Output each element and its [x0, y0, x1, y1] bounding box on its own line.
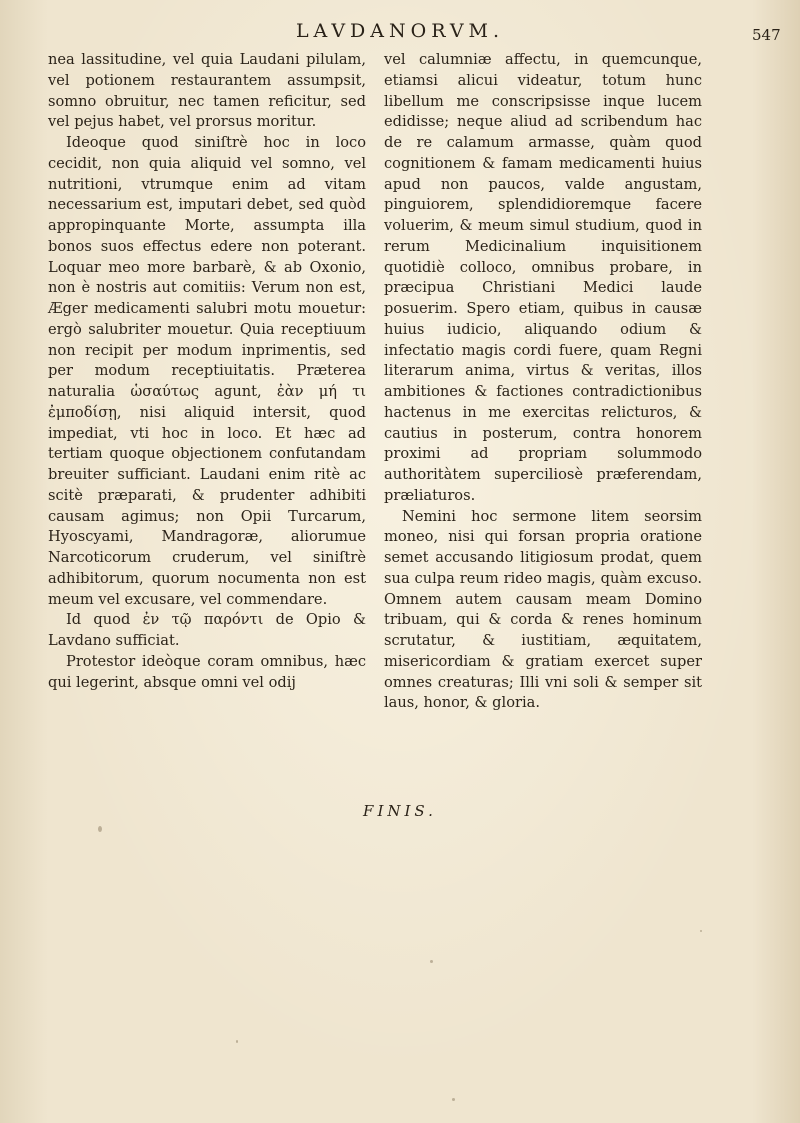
- paper-speck: [430, 960, 433, 963]
- paper-speck: [236, 1040, 238, 1043]
- paper-speck: [452, 1098, 455, 1101]
- right-column: [384, 50, 702, 714]
- paragraph: Protestor ideòque coram omnibus, hæc qui legerint, absque omni vel odij: [48, 652, 366, 691]
- left-column: [48, 50, 366, 693]
- paper-speck: [700, 930, 702, 932]
- page-number: 547: [752, 26, 781, 44]
- finis-colophon: FINIS.: [363, 802, 437, 820]
- paragraph: vel calumniæ affectu, in quemcunque, etiamsi alicui videatur, totum hunc libellum me conscripsisse inque lucem edidisse; neque aliud ad scribendum hac de re calamum armasse, quàm quod cognitionem & famam medicamenti huius apud non paucos, valde angustam, pinguiorem, splendidioremque facere voluerim, & meum simul studium, quod in rerum Medicinalium inquisitionem quotidiè colloco, omnibus probare, in præcipua Christiani Medici laude posuerim. Spero etiam, quibus in causæ huius iudicio, aliquando odium & infectatio magis cordi fuere, quam Regni literarum anima, virtus & veritas, illos ambitiones & factiones contradictionibus hactenus in me exercitas relicturos, & cautius in posterum, contra honorem proximi ad propriam solummodo authoritàtem superciliosè præferendam, præliaturos.: [384, 51, 702, 504]
- paper-speck: [98, 826, 102, 832]
- running-head: LAVDANORVM.: [295, 20, 505, 42]
- paragraph: Nemini hoc sermone litem seorsim moneo, nisi qui forsan propria oratione semet accusando litigiosum prodat, quem sua culpa reum rideo magis, quàm excuso. Omnem autem causam meam Domino tribuam, qui & corda & renes hominum scrutatur, & iustitiam, æquitatem, misericordiam & gratiam exercet super omnes creaturas; Illi vni soli & semper sit laus, honor, & gloria.: [384, 507, 702, 712]
- paragraph: Ideoque quod siniſtrè hoc in loco cecidit, non quia aliquid vel somno, vel nutritioni, vtrumque enim ad vitam necessarium est, imputari debet, sed quòd appropinquante Morte, assumpta illa bonos suos effectus edere non poterant. Loquar meo more barbarè, & ab Oxonio, non è nostris aut comitiis: Verum non est, Æger medicamenti salubri motu mouetur: ergò salubriter mouetur. Quia receptiuum non recipit per modum inprimentis, sed per modum receptiuitatis. Præterea naturalia ὡσαύτως agunt, ἐὰν μή τι ἐμποδίσῃ, nisi aliquid intersit, quod impediat, vti hoc in loco. Et hæc ad tertiam quoque objectionem confutandam breuiter sufficiant. Laudani enim ritè ac scitè præparati, & prudenter adhibiti causam agimus; non Opii Turcarum, Hyoscyami, Mandragoræ, aliorumue Narcoticorum cruderum, vel siniſtrè adhibitorum, quorum nocumenta non est meum vel excusare, vel commendare.: [48, 134, 366, 608]
- paragraph: Id quod ἐν τῷ παρόντι de Opio & Lavdano sufficiat.: [48, 611, 366, 649]
- paragraph: nea lassitudine, vel quia Laudani pilulam, vel potionem restaurantem assumpsit, somno obruitur, nec tamen reficitur, sed vel pejus habet, vel prorsus moritur.: [48, 51, 366, 131]
